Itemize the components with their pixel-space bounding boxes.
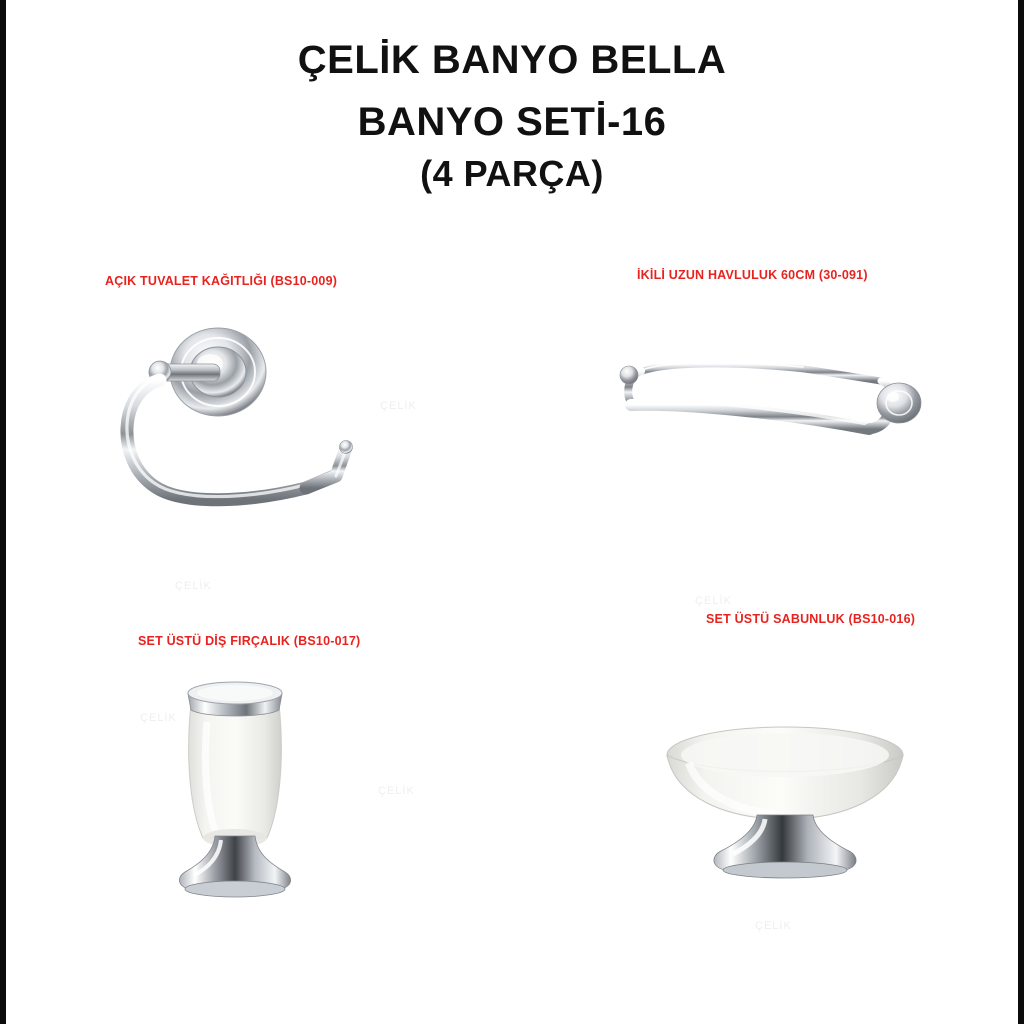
watermark: ÇELİK [380, 400, 417, 412]
page-title [0, 34, 1024, 196]
soap-dish-icon [665, 715, 905, 880]
watermark: ÇELİK [175, 580, 212, 592]
product-image-toothbrush-holder [155, 672, 315, 912]
product-label-soap-dish: SET ÜSTÜ SABUNLUK (BS10-016) [706, 612, 916, 626]
product-image-paper-holder [110, 320, 400, 540]
product-label-toothbrush-holder: SET ÜSTÜ DİŞ FIRÇALIK (BS10-017) [138, 634, 361, 648]
watermark: ÇELİK [695, 595, 732, 607]
title-line-3: (4 PARÇA) [420, 153, 604, 194]
toilet-paper-holder-icon [110, 320, 400, 540]
towel-bar-icon [605, 345, 935, 465]
product-label-towel-bar: İKİLİ UZUN HAVLULUK 60CM (30-091) [637, 268, 868, 282]
product-label-paper-holder: AÇIK TUVALET KAĞITLIĞI (BS10-009) [105, 274, 338, 288]
watermark: ÇELİK [140, 712, 177, 724]
title-line-1: ÇELİK BANYO BELLA [297, 38, 727, 82]
watermark: ÇELİK [378, 785, 415, 797]
toothbrush-holder-icon [155, 672, 315, 912]
product-image-soap-dish [665, 715, 905, 880]
product-image-towel-bar [605, 345, 935, 465]
watermark: ÇELİK [755, 920, 792, 932]
title-line-2: BANYO SETİ-16 [357, 100, 667, 144]
